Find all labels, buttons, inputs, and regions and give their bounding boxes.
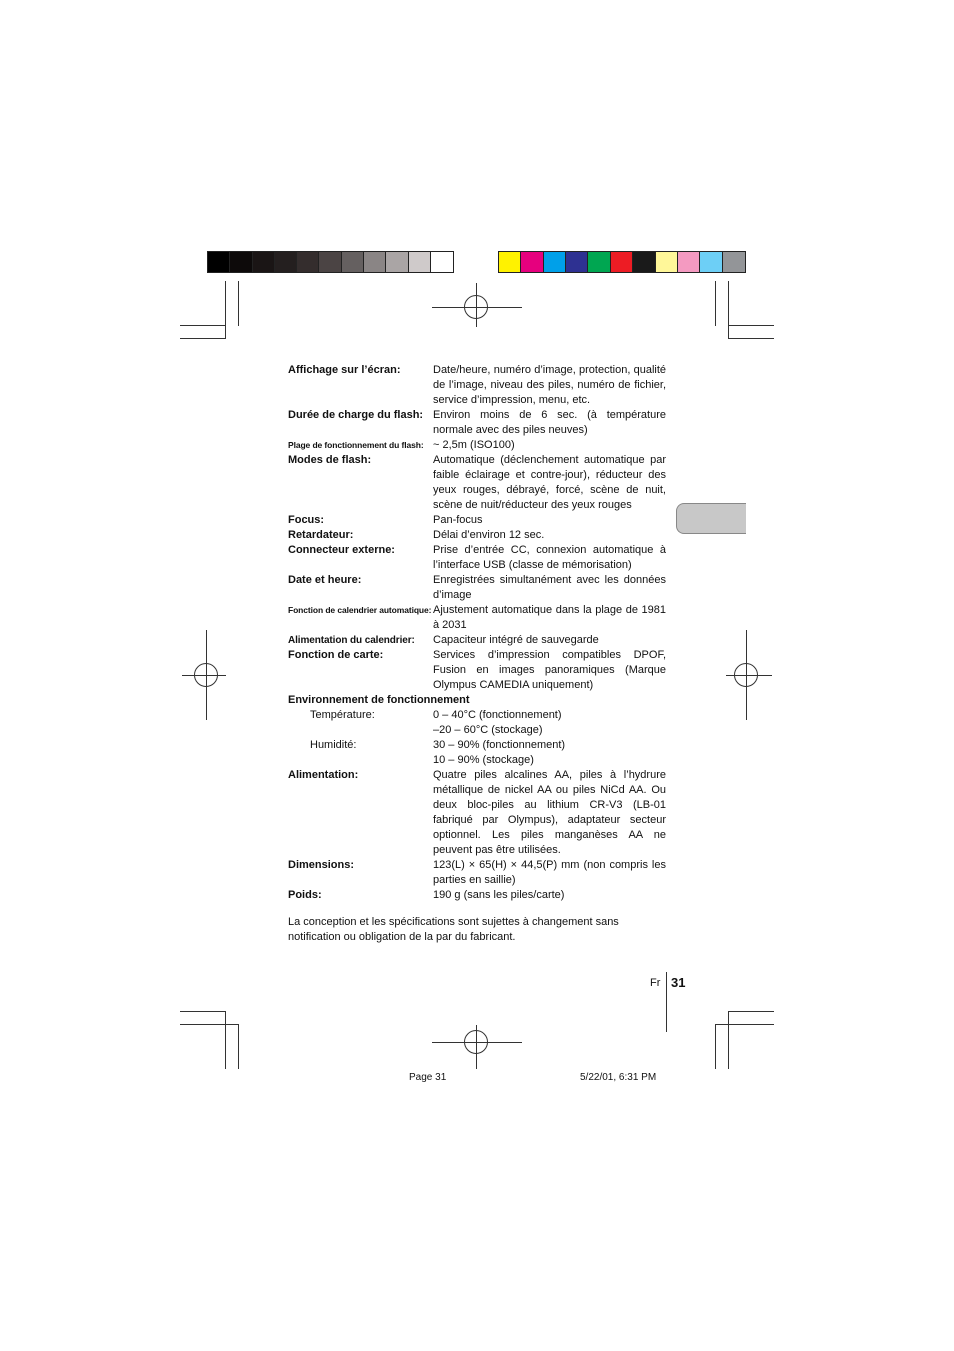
spec-label: Dimensions: [288, 859, 355, 871]
spec-row [288, 648, 666, 693]
spec-row [288, 768, 666, 858]
spec-value: Quatre piles alcalines AA, piles à l’hydrure métallique de nickel AA ou piles NiCd AA. Ou deux bloc-piles au lithium CR-V3 (LB-01 fabriqué par Olympus), adaptateur secteur optionnel. Les piles manganèses AA ne peuvent pas être utilisées. [433, 769, 666, 856]
page-number: 31 [671, 975, 686, 990]
crop-mark [180, 1024, 238, 1025]
spec-value: Pan-focus [433, 514, 483, 526]
crop-mark [728, 281, 729, 339]
spec-label: Humidité: [310, 739, 357, 751]
spec-value: ~ 2,5m (ISO100) [433, 439, 515, 451]
spec-row [288, 543, 666, 573]
registration-circle [194, 663, 218, 687]
spec-row [288, 888, 666, 903]
crop-mark [180, 325, 226, 326]
spec-value: Environ moins de 6 sec. (à température normale avec des piles neuves) [433, 409, 666, 436]
spec-label: Modes de flash: [288, 454, 372, 466]
color-swatch [409, 252, 431, 272]
color-swatch [544, 252, 566, 272]
spec-list [288, 363, 666, 903]
color-swatch [633, 252, 655, 272]
color-swatch [386, 252, 408, 272]
spec-label: Affichage sur l’écran: [288, 364, 401, 376]
color-swatch [275, 252, 297, 272]
spec-value: –20 – 60°C (stockage) [433, 724, 543, 736]
crop-mark [238, 281, 239, 326]
spec-row [288, 603, 666, 633]
color-swatch [297, 252, 319, 272]
color-swatch [588, 252, 610, 272]
grayscale-bar [207, 251, 454, 273]
spec-value: Prise d’entrée CC, connexion automatique à l’interface USB (classe de mémorisation) [433, 544, 666, 571]
page-language: Fr [650, 977, 661, 989]
spec-row [288, 633, 666, 648]
color-swatch [431, 252, 453, 272]
crop-mark [715, 1024, 774, 1025]
crop-mark [715, 281, 716, 326]
color-swatch [566, 252, 588, 272]
crop-mark [238, 1024, 239, 1069]
color-swatch [253, 252, 275, 272]
spec-row [288, 363, 666, 408]
spec-label: Température: [310, 709, 375, 721]
registration-circle [734, 663, 758, 687]
spec-row [288, 723, 666, 738]
spec-label: Poids: [288, 889, 322, 901]
footer-right: 5/22/01, 6:31 PM [580, 1072, 657, 1083]
color-swatch [611, 252, 633, 272]
spec-label: Fonction de carte: [288, 649, 384, 661]
spec-row [288, 858, 666, 888]
footer-left: Page 31 [409, 1072, 447, 1083]
spec-label: Connecteur externe: [288, 544, 395, 556]
spec-value: Délai d’environ 12 sec. [433, 529, 545, 541]
spec-label [288, 753, 433, 768]
color-swatch [499, 252, 521, 272]
registration-circle [464, 295, 488, 319]
color-swatch [723, 252, 745, 272]
spec-label: Fonction de calendrier automatique: [288, 605, 432, 615]
env-heading: Environnement de fonctionnement [288, 694, 470, 706]
color-swatch [678, 252, 700, 272]
crop-mark [225, 1011, 226, 1069]
crop-mark [180, 338, 226, 339]
spec-row [288, 408, 666, 438]
spec-value: Enregistrées simultanément avec les données d’image [433, 574, 666, 601]
spec-label: Retardateur: [288, 529, 354, 541]
color-swatch [656, 252, 678, 272]
color-swatch [342, 252, 364, 272]
section-tab [676, 503, 746, 534]
spec-value: Automatique (déclenchement automatique par faible éclairage et contre-jour), réducteur des yeux rouges, débrayé, forcé, scène de nuit, scène de nuit/réducteur des yeux rouges [433, 454, 666, 511]
color-bar [498, 251, 746, 273]
spec-row [288, 738, 666, 753]
spec-row [288, 708, 666, 723]
crop-mark [715, 1024, 716, 1069]
spec-row [288, 753, 666, 768]
spec-label: Date et heure: [288, 574, 362, 586]
crop-mark [225, 281, 226, 339]
spec-row [288, 573, 666, 603]
spec-row [288, 453, 666, 513]
spec-label: Focus: [288, 514, 325, 526]
registration-circle [464, 1030, 488, 1054]
crop-mark [180, 1011, 226, 1012]
spec-value: 30 – 90% (fonctionnement) [433, 739, 566, 751]
spec-value: 0 – 40°C (fonctionnement) [433, 709, 562, 721]
spec-label: Alimentation du calendrier: [288, 635, 415, 646]
color-swatch [230, 252, 252, 272]
spec-label: Plage de fonctionnement du flash: [288, 440, 424, 450]
color-swatch [208, 252, 230, 272]
spec-value: Date/heure, numéro d’image, protection, qualité de l’image, niveau des piles, numéro de fichier, service d’impression, menu, etc. [433, 364, 666, 406]
spec-row [288, 513, 666, 528]
spec-label [288, 723, 433, 738]
page-number-divider [666, 972, 667, 1032]
spec-row [288, 438, 666, 453]
spec-value: Capaciteur intégré de sauvegarde [433, 634, 599, 646]
crop-mark [728, 325, 774, 326]
crop-mark [728, 1011, 774, 1012]
spec-value: 10 – 90% (stockage) [433, 754, 534, 766]
spec-label: Alimentation: [288, 769, 359, 781]
color-swatch [700, 252, 722, 272]
color-swatch [319, 252, 341, 272]
color-swatch [364, 252, 386, 272]
crop-mark [728, 1011, 729, 1069]
spec-label: Durée de charge du flash: [288, 409, 424, 421]
spec-value: 190 g (sans les piles/carte) [433, 889, 565, 901]
spec-value: Services d’impression compatibles DPOF, Fusion en images panoramiques (Marque Olympus CAMEDIA uniquement) [433, 649, 666, 691]
crop-mark [728, 338, 774, 339]
spec-value: Ajustement automatique dans la plage de 1981 à 2031 [433, 604, 666, 631]
spec-value: 123(L) × 65(H) × 44,5(P) mm (non compris les parties en saillie) [433, 859, 666, 886]
color-swatch [521, 252, 543, 272]
disclaimer-note: La conception et les spécifications sont sujettes à changement sans notification ou obligation de la par du fabricant. [288, 916, 619, 943]
spec-row [288, 528, 666, 543]
